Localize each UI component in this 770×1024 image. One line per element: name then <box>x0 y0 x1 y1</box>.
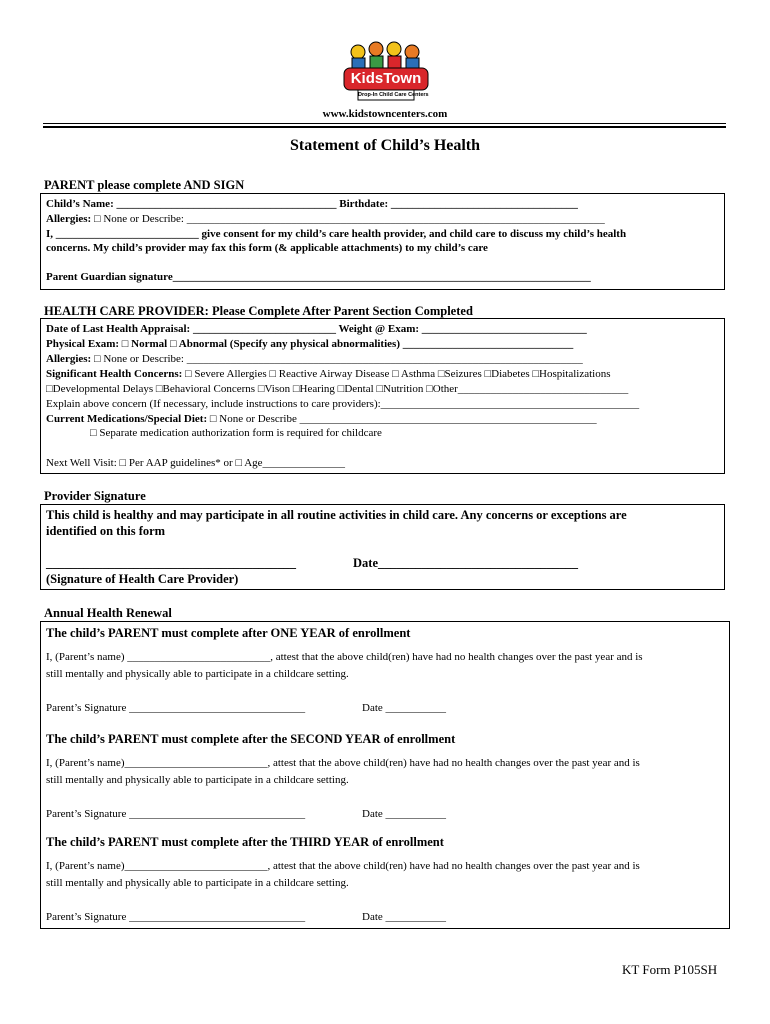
renewal-year3-attest[interactable]: I, (Parent’s name)__________________________, attest that the above child(ren) have had no health changes over the past year and is <box>46 860 640 872</box>
provider-section-heading: HEALTH CARE PROVIDER: Please Complete After Parent Section Completed <box>44 304 473 318</box>
child-name-birthdate-line[interactable]: Child’s Name: ________________________________________ Birthdate: __________________________________ <box>46 198 578 210</box>
provider-allergies-field[interactable]: □ None or Describe: ________________________________________________________________________ <box>93 353 583 365</box>
header-divider-thick <box>43 126 726 128</box>
renewal-year3-attest-cont: still mentally and physically able to participate in a childcare setting. <box>46 877 349 889</box>
renewal-year2-attest[interactable]: I, (Parent’s name)__________________________, attest that the above child(ren) have had no health changes over the past year and is <box>46 757 640 769</box>
parent-section-box <box>40 193 725 290</box>
next-well-visit-line[interactable]: Next Well Visit: □ Per AAP guidelines* or □ Age_______________ <box>46 457 346 469</box>
provider-allergies-label: Allergies: <box>46 353 94 365</box>
renewal-box <box>40 621 730 929</box>
logo-text: KidsTown <box>350 70 422 87</box>
renewal-year1-attest[interactable]: I, (Parent’s name) __________________________, attest that the above child(ren) have had no health changes over the past year and is <box>46 651 643 663</box>
renewal-year3-title: The child’s PARENT must complete after the THIRD YEAR of enrollment <box>46 835 444 849</box>
allergies-field[interactable]: □ None or Describe: ____________________________________________________________________________ <box>93 213 605 225</box>
renewal-year1-title: The child’s PARENT must complete after ONE YEAR of enrollment <box>46 626 411 640</box>
parent-allergies-line[interactable] <box>46 212 605 227</box>
medications-label: Current Medications/Special Diet: <box>46 413 210 425</box>
last-appraisal-line[interactable]: Date of Last Health Appraisal: __________________________ Weight @ Exam: ______________________________ <box>46 323 587 335</box>
header-divider <box>43 123 726 124</box>
form-id: KT Form P105SH <box>622 962 718 977</box>
health-concerns-label: Significant Health Concerns: <box>46 368 186 380</box>
allergies-label: Allergies: <box>46 213 94 225</box>
provider-signature-box <box>40 504 725 590</box>
physical-exam-line[interactable]: Physical Exam: □ Normal □ Abnormal (Specify any physical abnormalities) _______________________________ <box>46 338 574 350</box>
health-concerns-options[interactable]: □ Severe Allergies □ Reactive Airway Disease □ Asthma □Seizures □Diabetes □Hospitalizations <box>185 368 611 380</box>
fax-consent-line: concerns. My child’s provider may fax this form (& applicable attachments) to my child’s care <box>46 242 488 254</box>
renewal-year1-signature[interactable]: Parent’s Signature ________________________________ <box>46 702 306 714</box>
renewal-heading: Annual Health Renewal <box>44 606 172 620</box>
provider-section-box <box>40 318 725 474</box>
provider-signature-field[interactable]: ________________________________________ <box>46 556 296 570</box>
parent-section-heading: PARENT please complete AND SIGN <box>44 178 245 192</box>
provider-signature-caption: (Signature of Health Care Provider) <box>46 572 239 586</box>
renewal-year3-date[interactable]: Date ___________ <box>362 911 447 923</box>
developmental-concerns-line[interactable]: □Developmental Delays □Behavioral Concerns □Vison □Hearing □Dental □Nutrition □Other_______________________________ <box>46 383 629 395</box>
page-title: Statement of Child’s Health <box>289 137 481 154</box>
renewal-year2-title: The child’s PARENT must complete after the SECOND YEAR of enrollment <box>46 732 456 746</box>
medications-line[interactable] <box>46 412 597 427</box>
logo-tagline: Drop-In Child Care Centers <box>358 92 429 98</box>
healthy-statement-line1: This child is healthy and may participate in all routine activities in child care. Any concerns or exceptions are <box>46 508 627 522</box>
medication-authorization-checkbox[interactable]: □ Separate medication authorization form is required for childcare <box>90 427 382 439</box>
website-link[interactable]: www.kidstowncenters.com <box>322 108 448 120</box>
medications-field[interactable]: □ None or Describe ______________________________________________________ <box>209 413 597 425</box>
renewal-year1-attest-cont: still mentally and physically able to participate in a childcare setting. <box>46 668 349 680</box>
consent-line[interactable]: I, __________________________ give consent for my child’s care health provider, and child care to discuss my child’s health <box>46 228 627 240</box>
provider-allergies-line[interactable] <box>46 352 583 367</box>
healthy-statement-line2: identified on this form <box>46 524 166 538</box>
health-concerns-line[interactable] <box>46 367 611 382</box>
explain-concern-line[interactable]: Explain above concern (If necessary, include instructions to care providers):_______________________________________________ <box>46 398 640 410</box>
provider-date-field[interactable]: Date________________________________ <box>353 556 578 570</box>
provider-signature-heading: Provider Signature <box>44 489 146 503</box>
parent-signature-line[interactable]: Parent Guardian signature____________________________________________________________________________ <box>46 271 591 283</box>
renewal-year3-signature[interactable]: Parent’s Signature ________________________________ <box>46 911 306 923</box>
renewal-year2-date[interactable]: Date ___________ <box>362 808 447 820</box>
renewal-year1-date[interactable]: Date ___________ <box>362 702 447 714</box>
renewal-year2-signature[interactable]: Parent’s Signature ________________________________ <box>46 808 306 820</box>
renewal-year2-attest-cont: still mentally and physically able to participate in a childcare setting. <box>46 774 349 786</box>
kidstown-logo <box>336 40 436 104</box>
